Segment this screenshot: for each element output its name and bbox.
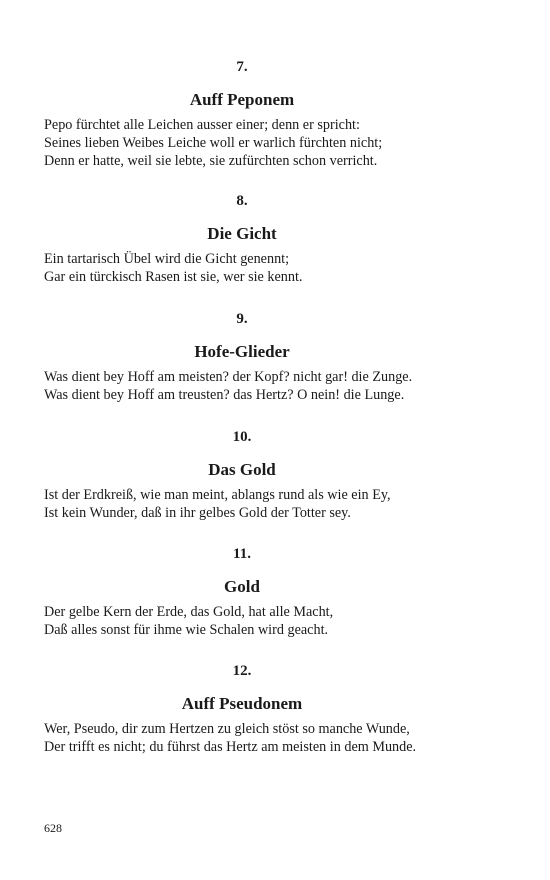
- poem-11: [44, 545, 440, 639]
- poem-number: 8.: [236, 193, 248, 209]
- poem-lines: [44, 486, 440, 522]
- poem-8: [44, 192, 440, 286]
- poem-number: 12.: [232, 663, 252, 679]
- poem-10: [44, 428, 440, 522]
- poem-title: Auff Peponem: [189, 90, 295, 109]
- poem-line: Seines lieben Weibes Leiche woll er warlich fürchten nicht;: [44, 135, 383, 151]
- poem-line: Daß alles sonst für ihme wie Schalen wird geacht.: [44, 622, 329, 638]
- poem-7: [44, 58, 440, 170]
- poem-title: Hofe-Glieder: [194, 342, 290, 361]
- poem-title: Auff Pseudonem: [181, 694, 303, 713]
- poem-line: Was dient bey Hoff am treusten? das Hertz? O nein! die Lunge.: [44, 387, 405, 403]
- poem-lines: [44, 603, 440, 639]
- poem-title: Gold: [224, 577, 260, 596]
- poem-line: Was dient bey Hoff am meisten? der Kopf? nicht gar! die Zunge.: [44, 369, 413, 385]
- poem-title: Das Gold: [208, 460, 276, 479]
- poem-line: Ist der Erdkreiß, wie man meint, ablangs rund als wie ein Ey,: [44, 487, 391, 503]
- poem-number: 9.: [236, 311, 248, 327]
- poem-12: [44, 662, 440, 756]
- poem-number: 7.: [236, 59, 248, 75]
- poem-line: Wer, Pseudo, dir zum Hertzen zu gleich stöst so manche Wunde,: [44, 721, 410, 737]
- poem-line: Ein tartarisch Übel wird die Gicht genennt;: [44, 251, 290, 267]
- poem-lines: [44, 720, 440, 756]
- poem-lines: [44, 250, 440, 286]
- poem-lines: [44, 116, 440, 170]
- poem-line: Der trifft es nicht; du führst das Hertz am meisten in dem Munde.: [44, 739, 417, 755]
- poem-lines: [44, 368, 440, 404]
- page-number: 628: [44, 821, 62, 835]
- poem-line: Denn er hatte, weil sie lebte, sie zufürchten schon verricht.: [44, 153, 378, 169]
- poem-number: 11.: [233, 546, 251, 562]
- poem-9: [44, 310, 440, 404]
- poem-line: Ist kein Wunder, daß in ihr gelbes Gold der Totter sey.: [44, 505, 351, 521]
- poem-line: Gar ein türckisch Rasen ist sie, wer sie kennt.: [44, 269, 303, 285]
- poem-title: Die Gicht: [207, 224, 277, 243]
- poem-line: Der gelbe Kern der Erde, das Gold, hat alle Macht,: [44, 604, 334, 620]
- poem-number: 10.: [232, 429, 252, 445]
- poem-line: Pepo fürchtet alle Leichen ausser einer; denn er spricht:: [44, 117, 360, 133]
